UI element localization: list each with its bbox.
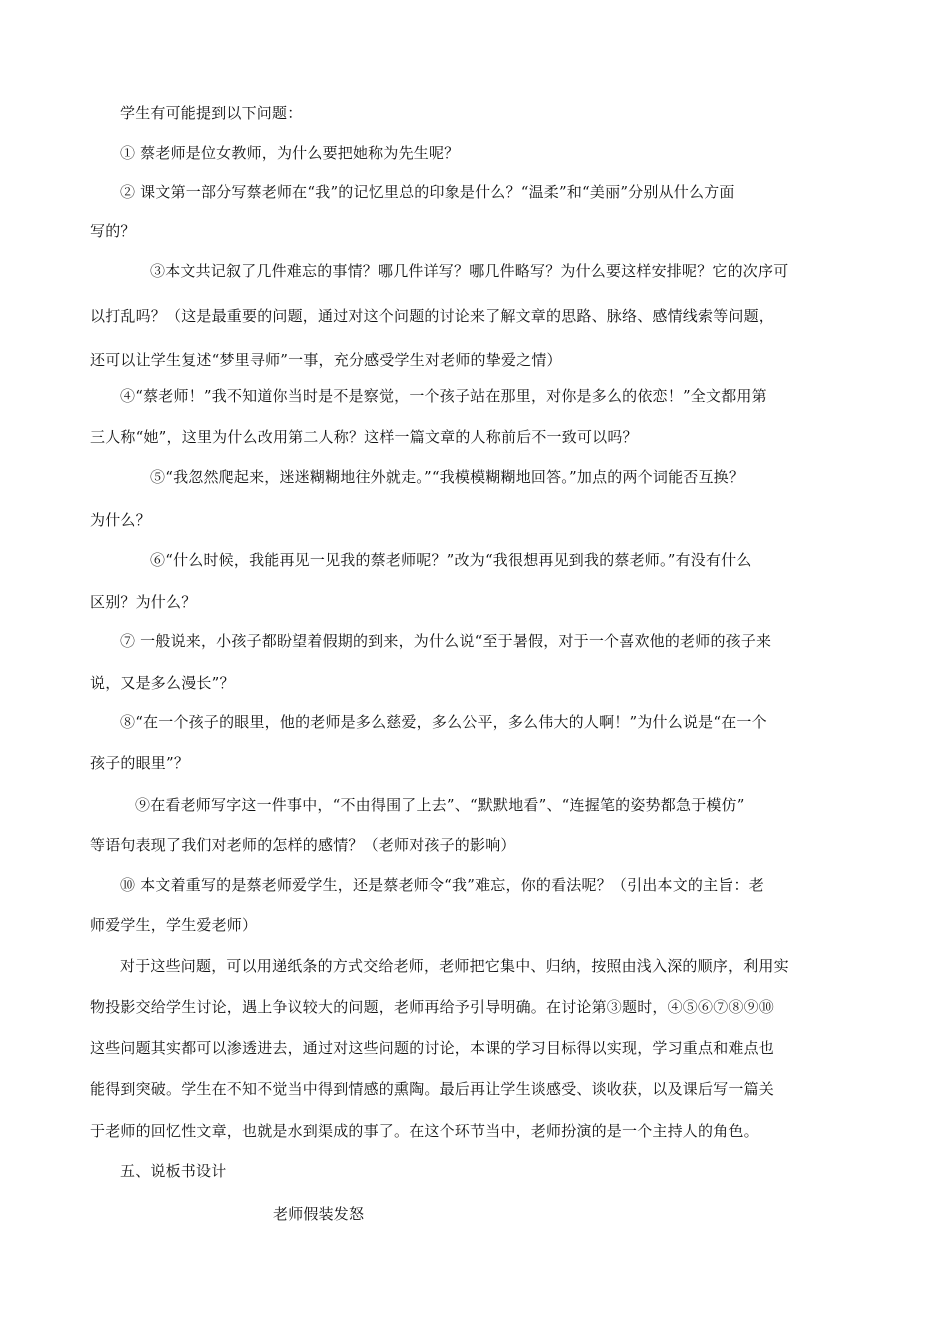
question-4-line-2: 三人称“她”，这里为什么改用第二人称？这样一篇文章的人称前后不一致可以吗？: [90, 428, 638, 446]
question-2-line-2: 写的？: [90, 222, 136, 240]
question-5-line-1: ⑤“我忽然爬起来，迷迷糊糊地往外就走。”“我模模糊糊地回答。”加点的两个词能否互换？: [150, 468, 745, 486]
question-10-line-2: 师爱学生，学生爱老师）: [90, 916, 258, 934]
question-6-line-2: 区别？为什么？: [90, 593, 197, 611]
question-3-line-1: ③本文共记叙了几件难忘的事情？哪几件详写？哪几件略写？为什么要这样安排呢？它的次序可: [150, 262, 789, 280]
question-7-line-1: ⑦ 一般说来，小孩子都盼望着假期的到来，为什么说“至于暑假，对于一个喜欢他的老师的孩子来: [120, 632, 772, 650]
section-heading: 五、说板书设计: [120, 1162, 227, 1180]
question-5-line-2: 为什么？: [90, 511, 151, 529]
question-9-line-1: ⑨在看老师写字这一件事中，“不由得围了上去”、“默默地看”、“连握笔的姿势都急于模仿”: [135, 796, 745, 814]
question-8-line-2: 孩子的眼里”？: [90, 754, 190, 772]
question-3-line-2: 以打乱吗？（这是最重要的问题，通过对这个问题的讨论来了解文章的思路、脉络、感情线索等问题，: [90, 307, 775, 325]
question-8-line-1: ⑧“在一个孩子的眼里，他的老师是多么慈爱，多么公平，多么伟大的人啊！”为什么说是“在一个: [120, 713, 767, 731]
question-9-line-2: 等语句表现了我们对老师的怎样的感情？（老师对孩子的影响）: [90, 836, 516, 854]
question-4-line-1: ④“蔡老师！”我不知道你当时是不是察觉，一个孩子站在那里，对你是多么的依恋！”全文都用第: [120, 387, 767, 405]
blackboard-design-text: 老师假装发怒: [273, 1205, 365, 1223]
question-6-line-1: ⑥“什么时候，我能再见一见我的蔡老师呢？”改为“我很想再见到我的蔡老师。”有没有什么: [150, 551, 752, 569]
paragraph-summary-line-1: 对于这些问题，可以用递纸条的方式交给老师，老师把它集中、归纳，按照由浅入深的顺序，利用实: [120, 957, 789, 975]
question-1: ① 蔡老师是位女教师，为什么要把她称为先生呢？: [120, 144, 460, 162]
paragraph-intro: 学生有可能提到以下问题：: [120, 104, 303, 122]
paragraph-summary-line-4: 能得到突破。学生在不知不觉当中得到情感的熏陶。最后再让学生谈感受、谈收获，以及课后写一篇关: [90, 1080, 775, 1098]
question-10-line-1: ⑩ 本文着重写的是蔡老师爱学生，还是蔡老师令“我”难忘，你的看法呢？（引出本文的主旨：老: [120, 876, 764, 894]
paragraph-summary-line-5: 于老师的回忆性文章，也就是水到渠成的事了。在这个环节当中，老师扮演的是一个主持人的角色。: [90, 1122, 759, 1140]
paragraph-summary-line-3: 这些问题其实都可以渗透进去，通过对这些问题的讨论，本课的学习目标得以实现，学习重点和难点也: [90, 1039, 775, 1057]
question-2-line-1: ② 课文第一部分写蔡老师在“我”的记忆里总的印象是什么？“温柔”和“美丽”分别从什么方面: [120, 183, 735, 201]
paragraph-summary-line-2: 物投影交给学生讨论，遇上争议较大的问题，老师再给予引导明确。在讨论第③题时，④⑤⑥⑦⑧⑨⑩: [90, 998, 775, 1016]
question-7-line-2: 说，又是多么漫长”？: [90, 674, 235, 692]
question-3-line-3: 还可以让学生复述“梦里寻师”一事，充分感受学生对老师的挚爱之情）: [90, 351, 562, 369]
